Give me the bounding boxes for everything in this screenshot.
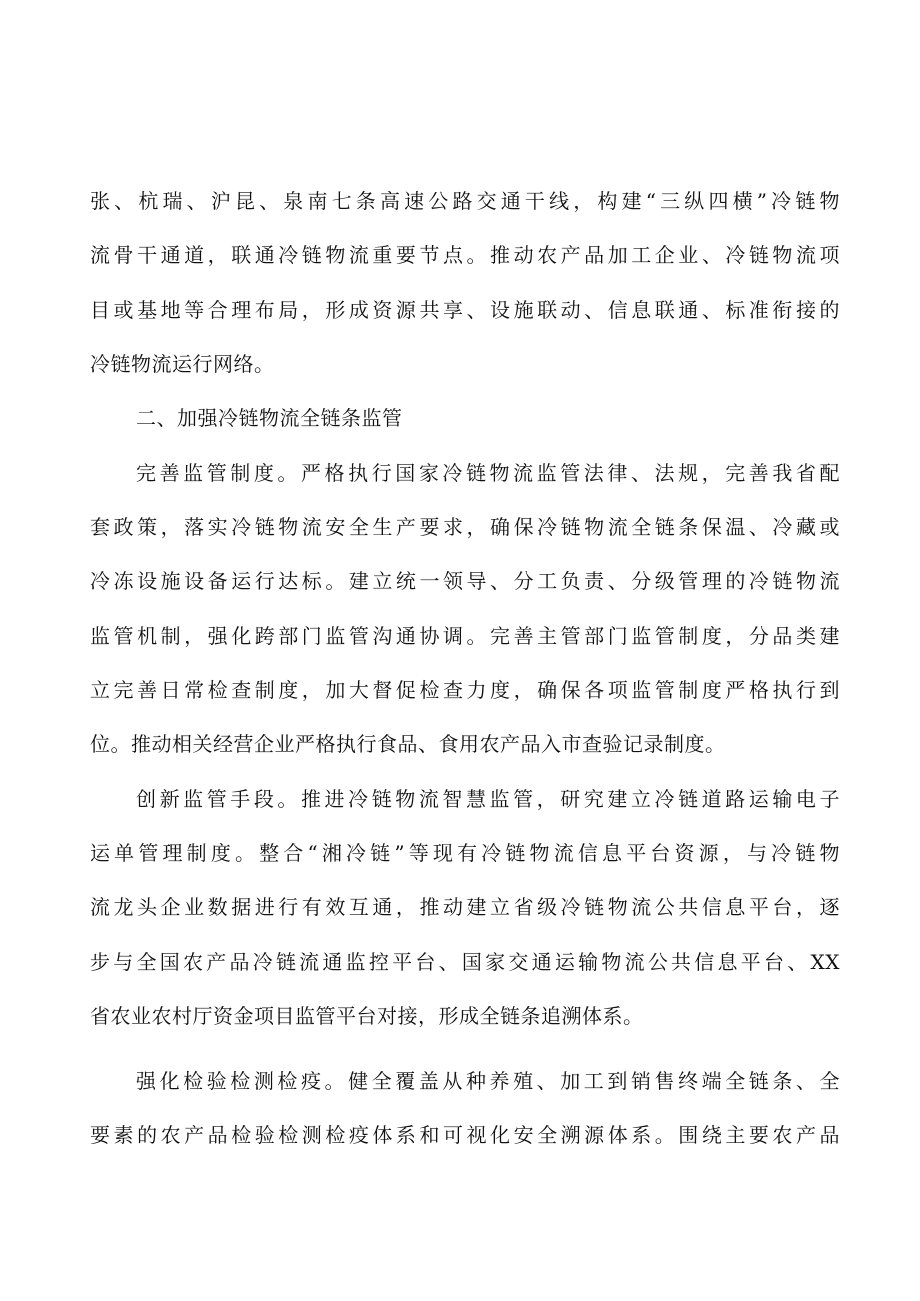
text-line: 强化检验检测检疫。健全覆盖从种养殖、加工到销售终端全链条、全 bbox=[136, 1069, 840, 1093]
text-line: 运单管理制度。整合“湘冷链”等现有冷链物流信息平台资源，与冷链物 bbox=[90, 841, 840, 865]
text-line: 省农业农村厅资金项目监管平台对接，形成全链条追溯体系。 bbox=[90, 1004, 644, 1028]
text-line: 创新监管手段。推进冷链物流智慧监管，研究建立冷链道路运输电子 bbox=[136, 787, 840, 811]
text-line: 张、杭瑞、沪昆、泉南七条高速公路交通干线，构建“三纵四横”冷链物 bbox=[90, 189, 840, 213]
text-line: 冷冻设施设备运行达标。建立统一领导、分工负责、分级管理的冷链物流 bbox=[90, 569, 840, 593]
text-line: 位。推动相关经营企业严格执行食品、食用农产品入市查验记录制度。 bbox=[90, 732, 726, 756]
text-line: 要素的农产品检验检测检疫体系和可视化安全溯源体系。围绕主要农产品 bbox=[90, 1123, 840, 1147]
text-line: 目或基地等合理布局，形成资源共享、设施联动、信息联通、标准衔接的 bbox=[90, 298, 840, 322]
text-line: 步与全国农产品冷链流通监控平台、国家交通运输物流公共信息平台、XX bbox=[90, 950, 840, 974]
text-line: 流骨干通道，联通冷链物流重要节点。推动农产品加工企业、冷链物流项 bbox=[90, 243, 840, 267]
text-line: 监管机制，强化跨部门监管沟通协调。完善主管部门监管制度，分品类建 bbox=[90, 624, 840, 648]
text-line: 立完善日常检查制度，加大督促检查力度，确保各项监管制度严格执行到 bbox=[90, 678, 840, 702]
text-line: 套政策，落实冷链物流安全生产要求，确保冷链物流全链条保温、冷藏或 bbox=[90, 515, 840, 539]
text-line: 完善监管制度。严格执行国家冷链物流监管法律、法规，完善我省配 bbox=[136, 461, 840, 485]
section-heading: 二、加强冷链物流全链条监管 bbox=[136, 406, 403, 430]
text-line: 流龙头企业数据进行有效互通，推动建立省级冷链物流公共信息平台，逐 bbox=[90, 895, 840, 919]
text-line: 冷链物流运行网络。 bbox=[90, 352, 275, 376]
